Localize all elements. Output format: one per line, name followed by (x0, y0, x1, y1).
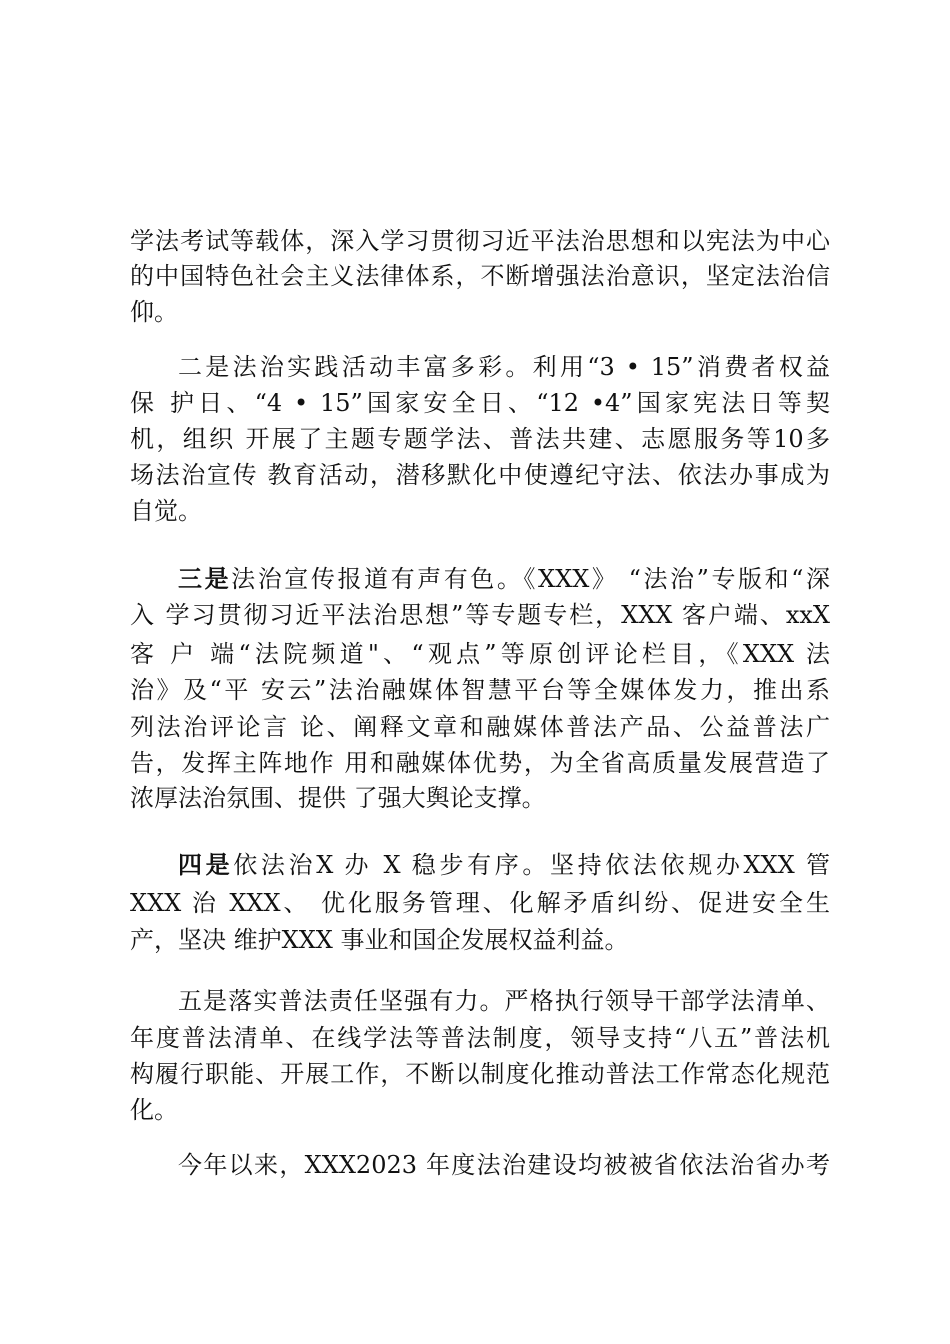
paragraph-3-line-2: 入 学习贯彻习近平法治思想”等专题专栏，XXX 客户端、xxX (130, 601, 830, 629)
paragraph-3-line-6: 告，发挥主阵地作 用和融媒体优势，为全省高质量发展营造了 (130, 749, 830, 777)
paragraph-6-line-1: 今年以来，XXX2023 年度法治建设均被被省依法治省办考 (178, 1151, 830, 1179)
paragraph-3-line-7: 浓厚法治氛围、提供 了强大舆论支撑。 (130, 784, 546, 812)
paragraph-3-line-1 (178, 559, 830, 599)
paragraph-2-line-1: 二是法治实践活动丰富多彩。利用“3 • 15”消费者权益 (178, 353, 830, 381)
paragraph-3-line-4: 治》及“平 安云”法治融媒体智慧平台等全媒体发力，推出系 (130, 676, 830, 704)
paragraph-4-line-1 (178, 845, 830, 885)
paragraph-2-line-2: 保 护日、“4 • 15”国家安全日、“12 •4”国家宪法日等契 (130, 389, 830, 417)
paragraph-1-line-2: 的中国特色社会主义法律体系，不断增强法治意识，坚定法治信 (130, 262, 830, 290)
paragraph-4-line-3: 产，坚决 维护XXX 事业和国企发展权益利益。 (130, 926, 629, 954)
paragraph-3-line-1-text: 法治宣传报道有声有色。《XXX》 “法治”专版和“深 (231, 565, 831, 593)
paragraph-4-line-1-text: 依法治X 办 X 稳步有序。坚持依法依规办XXX 管 (233, 851, 830, 879)
paragraph-5-line-2: 年度普法清单、在线学法等普法制度，领导支持“八五”普法机 (130, 1024, 830, 1052)
paragraph-4-line-2: XXX 治 XXX、 优化服务管理、化解矛盾纠纷、促进安全生 (130, 889, 830, 917)
paragraph-5-line-4: 化。 (130, 1096, 178, 1124)
paragraph-3-lead: 三是 (178, 564, 232, 593)
paragraph-1-line-3: 仰。 (130, 298, 178, 326)
paragraph-5-line-3: 构履行职能、开展工作，不断以制度化推动普法工作常态化规范 (130, 1060, 830, 1088)
paragraph-2-line-3: 机，组织 开展了主题专题学法、普法共建、志愿服务等10多 (130, 425, 830, 453)
paragraph-3-line-3: 客 户 端“法院频道"、“观点”等原创评论栏目，《XXX 法 (130, 640, 830, 668)
paragraph-3-line-5: 列法治评论言 论、阐释文章和融媒体普法产品、公益普法广 (130, 713, 830, 741)
paragraph-1-line-1: 学法考试等载体，深入学习贯彻习近平法治思想和以宪法为中心 (130, 227, 830, 255)
paragraph-5-line-1: 五是落实普法责任坚强有力。严格执行领导干部学法清单、 (178, 987, 830, 1015)
paragraph-2-line-5: 自觉。 (130, 497, 202, 525)
paragraph-2-line-4: 场法治宣传 教育活动，潜移默化中使遵纪守法、依法办事成为 (130, 461, 830, 489)
paragraph-4-lead: 四是 (178, 850, 234, 879)
